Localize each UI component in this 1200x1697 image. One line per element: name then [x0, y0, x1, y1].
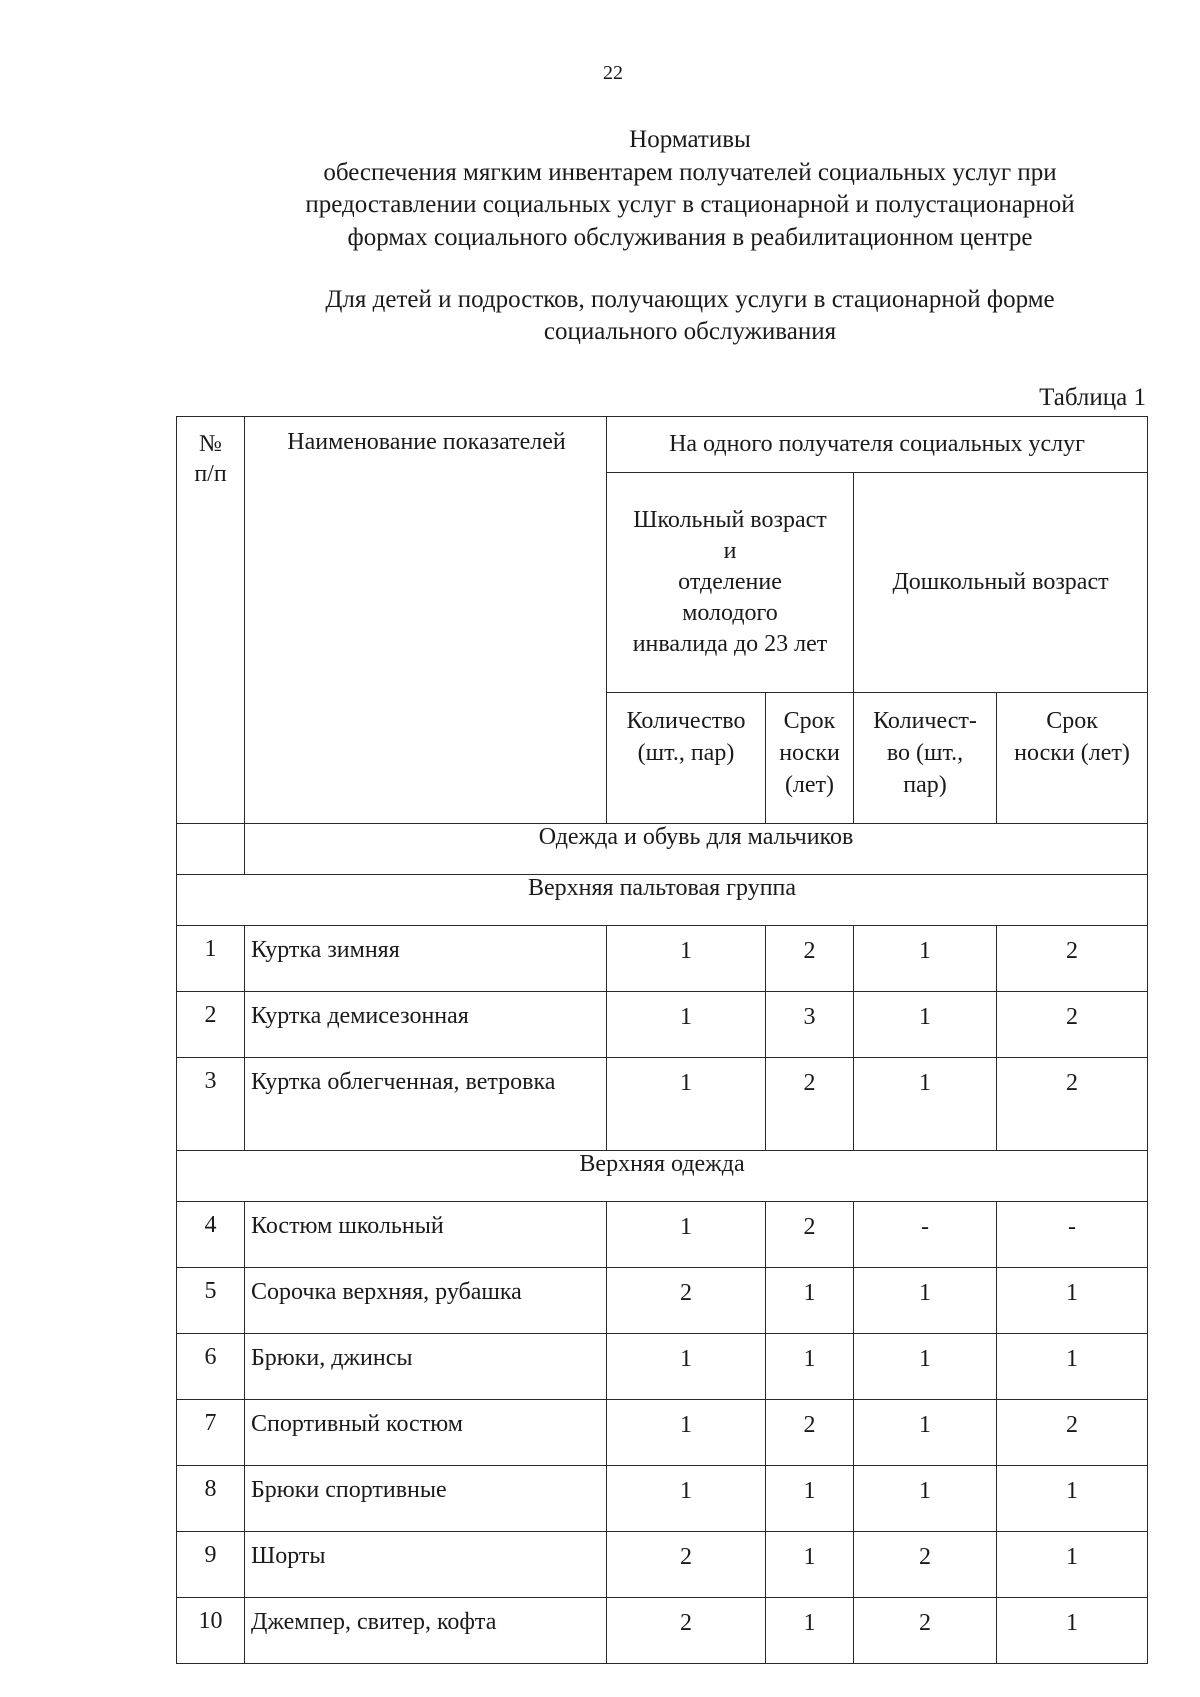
row-number: 4: [177, 1202, 245, 1268]
row-preschool-wear: 1: [997, 1268, 1148, 1334]
row-name: Брюки спортивные: [245, 1466, 607, 1532]
row-name: Сорочка верхняя, рубашка: [245, 1268, 607, 1334]
subtitle-line: социального обслуживания: [543, 318, 837, 345]
header-school-age-line: молодого: [682, 600, 778, 626]
subtitle-line: Для детей и подростков, получающих услуги в стационарной форме: [325, 286, 1055, 313]
row-preschool-wear: 2: [997, 1058, 1148, 1151]
header-school-wear-cell: [766, 693, 854, 824]
row-school-quantity: 1: [607, 926, 766, 992]
row-school-quantity: 1: [607, 992, 766, 1058]
document-title: [150, 124, 1200, 254]
row-name: Костюм школьный: [245, 1202, 607, 1268]
row-name: Куртка демисезонная: [245, 992, 607, 1058]
row-school-quantity: 2: [607, 1268, 766, 1334]
row-school-quantity: 1: [607, 1202, 766, 1268]
row-school-quantity: 1: [607, 1058, 766, 1151]
row-school-quantity: 1: [607, 1466, 766, 1532]
row-school-wear: 2: [766, 926, 854, 992]
header-number-cell: [177, 417, 245, 824]
table-row: [177, 1268, 1148, 1334]
table-row: [177, 1202, 1148, 1268]
header-school-age-cell: [607, 473, 854, 693]
row-name: Шорты: [245, 1532, 607, 1598]
row-number: 7: [177, 1400, 245, 1466]
row-preschool-quantity: 1: [854, 926, 997, 992]
header-school-age-line: и: [723, 538, 737, 564]
header-school-age-line: отделение: [678, 569, 782, 595]
page-number: 22: [603, 62, 623, 84]
row-preschool-quantity: 1: [854, 1058, 997, 1151]
row-preschool-quantity: 1: [854, 1400, 997, 1466]
row-number: 3: [177, 1058, 245, 1151]
row-preschool-wear: 1: [997, 1334, 1148, 1400]
title-line: предоставлении социальных услуг в стационарной и полустационарной: [305, 191, 1075, 218]
table-row: [177, 1058, 1148, 1151]
row-school-wear: 2: [766, 1058, 854, 1151]
row-preschool-quantity: 1: [854, 1268, 997, 1334]
row-preschool-quantity: 2: [854, 1598, 997, 1664]
row-preschool-wear: 2: [997, 926, 1148, 992]
table-row: [177, 1400, 1148, 1466]
row-preschool-quantity: 2: [854, 1532, 997, 1598]
row-preschool-quantity: 1: [854, 1334, 997, 1400]
row-school-wear: 3: [766, 992, 854, 1058]
section-empty-cell: [177, 824, 245, 875]
title-line: формах социального обслуживания в реабилитационном центре: [347, 223, 1033, 251]
section-title: Верхняя пальтовая группа: [177, 875, 1148, 926]
header-number-label: п/п: [194, 461, 227, 487]
row-name: Куртка зимняя: [245, 926, 607, 992]
row-preschool-wear: 1: [997, 1532, 1148, 1598]
header-line: Срок: [783, 708, 836, 734]
row-preschool-wear: 1: [997, 1598, 1148, 1664]
row-name: Джемпер, свитер, кофта: [245, 1598, 607, 1664]
table-row: [177, 1334, 1148, 1400]
row-number: 2: [177, 992, 245, 1058]
row-number: 1: [177, 926, 245, 992]
header-line: пар): [903, 772, 947, 798]
row-number: 10: [177, 1598, 245, 1664]
table-row: [177, 1532, 1148, 1598]
row-school-wear: 1: [766, 1334, 854, 1400]
row-number: 6: [177, 1334, 245, 1400]
row-number: 5: [177, 1268, 245, 1334]
header-group-cell: На одного получателя социальных услуг: [607, 417, 1148, 473]
header-name-cell: Наименование показателей: [245, 417, 607, 824]
row-name: Брюки, джинсы: [245, 1334, 607, 1400]
section-row: [177, 1151, 1148, 1202]
header-preschool-quantity-cell: [854, 693, 997, 824]
title-line: Нормативы: [629, 126, 751, 153]
document-subtitle: [150, 284, 1200, 348]
norms-table: [176, 416, 1148, 1664]
row-school-wear: 1: [766, 1268, 854, 1334]
row-school-quantity: 2: [607, 1598, 766, 1664]
table-row: [177, 992, 1148, 1058]
row-school-quantity: 1: [607, 1400, 766, 1466]
table-row: [177, 926, 1148, 992]
row-school-quantity: 2: [607, 1532, 766, 1598]
header-line: Количест-: [873, 708, 977, 734]
header-school-age-line: инвалида до 23 лет: [632, 631, 828, 657]
header-school-quantity-cell: [607, 693, 766, 824]
row-school-wear: 1: [766, 1466, 854, 1532]
row-name: Куртка облегченная, ветровка: [245, 1058, 607, 1151]
header-preschool-wear-cell: [997, 693, 1148, 824]
row-preschool-quantity: 1: [854, 1466, 997, 1532]
table-row: [177, 1466, 1148, 1532]
header-preschool-age-cell: Дошкольный возраст: [854, 473, 1148, 693]
row-school-wear: 2: [766, 1202, 854, 1268]
section-title: Верхняя одежда: [177, 1151, 1148, 1202]
section-row: [177, 875, 1148, 926]
row-preschool-quantity: -: [854, 1202, 997, 1268]
header-number-label: №: [199, 431, 222, 457]
row-number: 8: [177, 1466, 245, 1532]
header-line: (лет): [784, 772, 835, 798]
table-row: [177, 1598, 1148, 1664]
row-school-wear: 1: [766, 1598, 854, 1664]
row-preschool-wear: 2: [997, 992, 1148, 1058]
header-school-age-line: Школьный возраст: [633, 507, 827, 533]
row-preschool-quantity: 1: [854, 992, 997, 1058]
section-title: Одежда и обувь для мальчиков: [245, 824, 1148, 875]
header-line: носки (лет): [1014, 740, 1130, 766]
title-line: обеспечения мягким инвентарем получателей социальных услуг при: [323, 158, 1057, 186]
row-name: Спортивный костюм: [245, 1400, 607, 1466]
row-school-quantity: 1: [607, 1334, 766, 1400]
header-row: [177, 417, 1148, 473]
header-line: во (шт.,: [886, 740, 964, 766]
row-number: 9: [177, 1532, 245, 1598]
header-line: Количество: [626, 708, 746, 734]
header-line: Срок: [1046, 708, 1098, 734]
section-row: [177, 824, 1148, 875]
table-caption: Таблица 1: [1039, 384, 1146, 411]
header-line: (шт., пар): [637, 740, 735, 766]
row-preschool-wear: 2: [997, 1400, 1148, 1466]
row-school-wear: 1: [766, 1532, 854, 1598]
row-preschool-wear: 1: [997, 1466, 1148, 1532]
row-preschool-wear: -: [997, 1202, 1148, 1268]
row-school-wear: 2: [766, 1400, 854, 1466]
header-line: носки: [779, 740, 840, 766]
